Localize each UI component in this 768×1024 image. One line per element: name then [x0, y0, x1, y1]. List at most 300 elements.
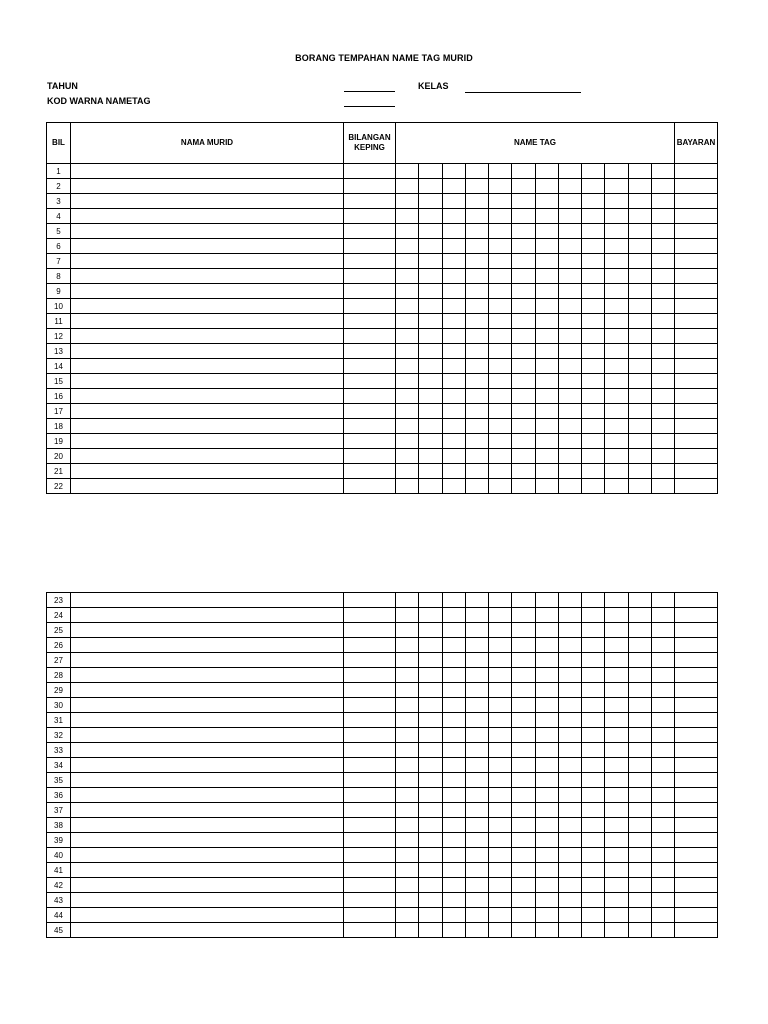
name-tag-cell[interactable]: [651, 653, 674, 668]
name-tag-cell[interactable]: [558, 344, 581, 359]
name-tag-cell[interactable]: [419, 818, 442, 833]
name-tag-cell[interactable]: [558, 788, 581, 803]
name-tag-cell[interactable]: [489, 269, 512, 284]
name-tag-cell[interactable]: [396, 344, 419, 359]
tahun-input-line[interactable]: [344, 91, 395, 92]
bayaran-cell[interactable]: [675, 923, 718, 938]
name-tag-cell[interactable]: [489, 638, 512, 653]
name-tag-cell[interactable]: [582, 179, 605, 194]
name-tag-cell[interactable]: [582, 593, 605, 608]
name-tag-cell[interactable]: [605, 224, 628, 239]
bilangan-keping-cell[interactable]: [344, 863, 396, 878]
nama-murid-cell[interactable]: [71, 773, 344, 788]
name-tag-cell[interactable]: [582, 923, 605, 938]
name-tag-cell[interactable]: [651, 299, 674, 314]
name-tag-cell[interactable]: [442, 449, 465, 464]
name-tag-cell[interactable]: [465, 269, 488, 284]
name-tag-cell[interactable]: [419, 653, 442, 668]
name-tag-cell[interactable]: [442, 179, 465, 194]
nama-murid-cell[interactable]: [71, 803, 344, 818]
name-tag-cell[interactable]: [442, 788, 465, 803]
name-tag-cell[interactable]: [465, 818, 488, 833]
name-tag-cell[interactable]: [651, 314, 674, 329]
name-tag-cell[interactable]: [628, 299, 651, 314]
name-tag-cell[interactable]: [489, 743, 512, 758]
name-tag-cell[interactable]: [605, 284, 628, 299]
name-tag-cell[interactable]: [465, 653, 488, 668]
bilangan-keping-cell[interactable]: [344, 344, 396, 359]
bilangan-keping-cell[interactable]: [344, 314, 396, 329]
name-tag-cell[interactable]: [605, 893, 628, 908]
name-tag-cell[interactable]: [465, 683, 488, 698]
name-tag-cell[interactable]: [558, 224, 581, 239]
name-tag-cell[interactable]: [651, 419, 674, 434]
bayaran-cell[interactable]: [675, 209, 718, 224]
name-tag-cell[interactable]: [489, 344, 512, 359]
name-tag-cell[interactable]: [605, 434, 628, 449]
name-tag-cell[interactable]: [442, 803, 465, 818]
nama-murid-cell[interactable]: [71, 788, 344, 803]
nama-murid-cell[interactable]: [71, 179, 344, 194]
name-tag-cell[interactable]: [605, 803, 628, 818]
name-tag-cell[interactable]: [651, 239, 674, 254]
name-tag-cell[interactable]: [512, 464, 535, 479]
name-tag-cell[interactable]: [419, 698, 442, 713]
name-tag-cell[interactable]: [396, 668, 419, 683]
name-tag-cell[interactable]: [535, 728, 558, 743]
name-tag-cell[interactable]: [465, 449, 488, 464]
name-tag-cell[interactable]: [465, 728, 488, 743]
name-tag-cell[interactable]: [558, 209, 581, 224]
name-tag-cell[interactable]: [489, 848, 512, 863]
nama-murid-cell[interactable]: [71, 479, 344, 494]
name-tag-cell[interactable]: [396, 593, 419, 608]
name-tag-cell[interactable]: [442, 653, 465, 668]
name-tag-cell[interactable]: [558, 419, 581, 434]
name-tag-cell[interactable]: [489, 464, 512, 479]
nama-murid-cell[interactable]: [71, 344, 344, 359]
nama-murid-cell[interactable]: [71, 314, 344, 329]
name-tag-cell[interactable]: [489, 728, 512, 743]
name-tag-cell[interactable]: [419, 224, 442, 239]
name-tag-cell[interactable]: [628, 773, 651, 788]
name-tag-cell[interactable]: [396, 863, 419, 878]
name-tag-cell[interactable]: [419, 359, 442, 374]
name-tag-cell[interactable]: [512, 389, 535, 404]
name-tag-cell[interactable]: [651, 728, 674, 743]
bayaran-cell[interactable]: [675, 404, 718, 419]
name-tag-cell[interactable]: [535, 179, 558, 194]
name-tag-cell[interactable]: [582, 908, 605, 923]
name-tag-cell[interactable]: [512, 638, 535, 653]
bayaran-cell[interactable]: [675, 194, 718, 209]
name-tag-cell[interactable]: [535, 194, 558, 209]
name-tag-cell[interactable]: [558, 479, 581, 494]
name-tag-cell[interactable]: [489, 209, 512, 224]
name-tag-cell[interactable]: [419, 773, 442, 788]
name-tag-cell[interactable]: [419, 194, 442, 209]
name-tag-cell[interactable]: [558, 269, 581, 284]
name-tag-cell[interactable]: [628, 164, 651, 179]
nama-murid-cell[interactable]: [71, 593, 344, 608]
name-tag-cell[interactable]: [419, 254, 442, 269]
name-tag-cell[interactable]: [396, 239, 419, 254]
name-tag-cell[interactable]: [651, 863, 674, 878]
name-tag-cell[interactable]: [558, 863, 581, 878]
name-tag-cell[interactable]: [489, 863, 512, 878]
name-tag-cell[interactable]: [605, 329, 628, 344]
nama-murid-cell[interactable]: [71, 623, 344, 638]
name-tag-cell[interactable]: [419, 374, 442, 389]
name-tag-cell[interactable]: [512, 878, 535, 893]
name-tag-cell[interactable]: [489, 359, 512, 374]
name-tag-cell[interactable]: [396, 623, 419, 638]
name-tag-cell[interactable]: [465, 713, 488, 728]
name-tag-cell[interactable]: [396, 848, 419, 863]
name-tag-cell[interactable]: [512, 848, 535, 863]
name-tag-cell[interactable]: [465, 299, 488, 314]
name-tag-cell[interactable]: [512, 179, 535, 194]
name-tag-cell[interactable]: [558, 164, 581, 179]
name-tag-cell[interactable]: [558, 923, 581, 938]
bilangan-keping-cell[interactable]: [344, 773, 396, 788]
name-tag-cell[interactable]: [489, 623, 512, 638]
name-tag-cell[interactable]: [628, 404, 651, 419]
bilangan-keping-cell[interactable]: [344, 164, 396, 179]
name-tag-cell[interactable]: [628, 878, 651, 893]
bilangan-keping-cell[interactable]: [344, 878, 396, 893]
bayaran-cell[interactable]: [675, 668, 718, 683]
name-tag-cell[interactable]: [535, 803, 558, 818]
name-tag-cell[interactable]: [582, 254, 605, 269]
name-tag-cell[interactable]: [558, 818, 581, 833]
nama-murid-cell[interactable]: [71, 758, 344, 773]
name-tag-cell[interactable]: [628, 464, 651, 479]
name-tag-cell[interactable]: [442, 419, 465, 434]
name-tag-cell[interactable]: [628, 593, 651, 608]
name-tag-cell[interactable]: [396, 194, 419, 209]
bayaran-cell[interactable]: [675, 239, 718, 254]
name-tag-cell[interactable]: [558, 893, 581, 908]
name-tag-cell[interactable]: [582, 803, 605, 818]
name-tag-cell[interactable]: [396, 299, 419, 314]
name-tag-cell[interactable]: [419, 479, 442, 494]
name-tag-cell[interactable]: [489, 803, 512, 818]
bilangan-keping-cell[interactable]: [344, 638, 396, 653]
name-tag-cell[interactable]: [465, 374, 488, 389]
name-tag-cell[interactable]: [558, 803, 581, 818]
nama-murid-cell[interactable]: [71, 209, 344, 224]
name-tag-cell[interactable]: [442, 683, 465, 698]
name-tag-cell[interactable]: [419, 314, 442, 329]
bayaran-cell[interactable]: [675, 623, 718, 638]
nama-murid-cell[interactable]: [71, 743, 344, 758]
name-tag-cell[interactable]: [419, 623, 442, 638]
name-tag-cell[interactable]: [605, 878, 628, 893]
name-tag-cell[interactable]: [628, 419, 651, 434]
name-tag-cell[interactable]: [419, 713, 442, 728]
name-tag-cell[interactable]: [512, 608, 535, 623]
name-tag-cell[interactable]: [465, 623, 488, 638]
name-tag-cell[interactable]: [628, 908, 651, 923]
name-tag-cell[interactable]: [396, 833, 419, 848]
name-tag-cell[interactable]: [442, 254, 465, 269]
name-tag-cell[interactable]: [605, 254, 628, 269]
name-tag-cell[interactable]: [419, 269, 442, 284]
name-tag-cell[interactable]: [628, 623, 651, 638]
kod-warna-input-line[interactable]: [344, 106, 395, 107]
name-tag-cell[interactable]: [628, 608, 651, 623]
name-tag-cell[interactable]: [651, 449, 674, 464]
name-tag-cell[interactable]: [558, 299, 581, 314]
name-tag-cell[interactable]: [489, 179, 512, 194]
name-tag-cell[interactable]: [396, 419, 419, 434]
name-tag-cell[interactable]: [651, 608, 674, 623]
name-tag-cell[interactable]: [558, 878, 581, 893]
bilangan-keping-cell[interactable]: [344, 743, 396, 758]
name-tag-cell[interactable]: [535, 464, 558, 479]
name-tag-cell[interactable]: [419, 668, 442, 683]
name-tag-cell[interactable]: [442, 329, 465, 344]
name-tag-cell[interactable]: [628, 863, 651, 878]
name-tag-cell[interactable]: [442, 728, 465, 743]
nama-murid-cell[interactable]: [71, 668, 344, 683]
name-tag-cell[interactable]: [628, 269, 651, 284]
name-tag-cell[interactable]: [582, 743, 605, 758]
name-tag-cell[interactable]: [419, 833, 442, 848]
name-tag-cell[interactable]: [651, 593, 674, 608]
name-tag-cell[interactable]: [535, 593, 558, 608]
name-tag-cell[interactable]: [442, 314, 465, 329]
name-tag-cell[interactable]: [442, 434, 465, 449]
bilangan-keping-cell[interactable]: [344, 683, 396, 698]
name-tag-cell[interactable]: [442, 224, 465, 239]
name-tag-cell[interactable]: [582, 434, 605, 449]
name-tag-cell[interactable]: [582, 224, 605, 239]
name-tag-cell[interactable]: [512, 593, 535, 608]
name-tag-cell[interactable]: [442, 389, 465, 404]
bayaran-cell[interactable]: [675, 464, 718, 479]
name-tag-cell[interactable]: [512, 449, 535, 464]
name-tag-cell[interactable]: [651, 773, 674, 788]
name-tag-cell[interactable]: [651, 683, 674, 698]
name-tag-cell[interactable]: [535, 434, 558, 449]
name-tag-cell[interactable]: [651, 479, 674, 494]
name-tag-cell[interactable]: [535, 374, 558, 389]
name-tag-cell[interactable]: [651, 389, 674, 404]
bilangan-keping-cell[interactable]: [344, 269, 396, 284]
bayaran-cell[interactable]: [675, 653, 718, 668]
name-tag-cell[interactable]: [419, 464, 442, 479]
name-tag-cell[interactable]: [558, 404, 581, 419]
name-tag-cell[interactable]: [442, 908, 465, 923]
name-tag-cell[interactable]: [465, 848, 488, 863]
name-tag-cell[interactable]: [558, 773, 581, 788]
name-tag-cell[interactable]: [442, 863, 465, 878]
name-tag-cell[interactable]: [582, 404, 605, 419]
bayaran-cell[interactable]: [675, 878, 718, 893]
name-tag-cell[interactable]: [558, 464, 581, 479]
name-tag-cell[interactable]: [558, 389, 581, 404]
kelas-input-line[interactable]: [465, 92, 581, 93]
name-tag-cell[interactable]: [651, 329, 674, 344]
name-tag-cell[interactable]: [419, 239, 442, 254]
bilangan-keping-cell[interactable]: [344, 419, 396, 434]
name-tag-cell[interactable]: [465, 878, 488, 893]
name-tag-cell[interactable]: [558, 623, 581, 638]
bayaran-cell[interactable]: [675, 314, 718, 329]
name-tag-cell[interactable]: [605, 743, 628, 758]
name-tag-cell[interactable]: [605, 668, 628, 683]
name-tag-cell[interactable]: [489, 758, 512, 773]
name-tag-cell[interactable]: [419, 908, 442, 923]
name-tag-cell[interactable]: [605, 593, 628, 608]
name-tag-cell[interactable]: [605, 449, 628, 464]
name-tag-cell[interactable]: [396, 923, 419, 938]
name-tag-cell[interactable]: [651, 818, 674, 833]
name-tag-cell[interactable]: [442, 623, 465, 638]
name-tag-cell[interactable]: [465, 758, 488, 773]
name-tag-cell[interactable]: [558, 638, 581, 653]
name-tag-cell[interactable]: [651, 908, 674, 923]
name-tag-cell[interactable]: [512, 923, 535, 938]
name-tag-cell[interactable]: [535, 479, 558, 494]
nama-murid-cell[interactable]: [71, 434, 344, 449]
name-tag-cell[interactable]: [396, 464, 419, 479]
name-tag-cell[interactable]: [582, 728, 605, 743]
name-tag-cell[interactable]: [651, 344, 674, 359]
name-tag-cell[interactable]: [605, 728, 628, 743]
name-tag-cell[interactable]: [419, 878, 442, 893]
name-tag-cell[interactable]: [489, 434, 512, 449]
name-tag-cell[interactable]: [442, 878, 465, 893]
name-tag-cell[interactable]: [442, 464, 465, 479]
name-tag-cell[interactable]: [535, 299, 558, 314]
name-tag-cell[interactable]: [512, 404, 535, 419]
name-tag-cell[interactable]: [512, 194, 535, 209]
name-tag-cell[interactable]: [512, 479, 535, 494]
name-tag-cell[interactable]: [512, 743, 535, 758]
bayaran-cell[interactable]: [675, 758, 718, 773]
name-tag-cell[interactable]: [489, 419, 512, 434]
name-tag-cell[interactable]: [419, 389, 442, 404]
name-tag-cell[interactable]: [419, 209, 442, 224]
name-tag-cell[interactable]: [628, 698, 651, 713]
bayaran-cell[interactable]: [675, 743, 718, 758]
bayaran-cell[interactable]: [675, 344, 718, 359]
bilangan-keping-cell[interactable]: [344, 224, 396, 239]
nama-murid-cell[interactable]: [71, 638, 344, 653]
name-tag-cell[interactable]: [512, 344, 535, 359]
name-tag-cell[interactable]: [651, 923, 674, 938]
bilangan-keping-cell[interactable]: [344, 623, 396, 638]
name-tag-cell[interactable]: [535, 608, 558, 623]
name-tag-cell[interactable]: [605, 788, 628, 803]
name-tag-cell[interactable]: [465, 284, 488, 299]
name-tag-cell[interactable]: [512, 788, 535, 803]
name-tag-cell[interactable]: [419, 848, 442, 863]
name-tag-cell[interactable]: [605, 638, 628, 653]
name-tag-cell[interactable]: [512, 419, 535, 434]
name-tag-cell[interactable]: [628, 359, 651, 374]
name-tag-cell[interactable]: [535, 743, 558, 758]
name-tag-cell[interactable]: [465, 194, 488, 209]
name-tag-cell[interactable]: [628, 923, 651, 938]
nama-murid-cell[interactable]: [71, 359, 344, 374]
nama-murid-cell[interactable]: [71, 194, 344, 209]
name-tag-cell[interactable]: [605, 344, 628, 359]
name-tag-cell[interactable]: [605, 923, 628, 938]
nama-murid-cell[interactable]: [71, 728, 344, 743]
name-tag-cell[interactable]: [512, 833, 535, 848]
name-tag-cell[interactable]: [442, 698, 465, 713]
name-tag-cell[interactable]: [465, 923, 488, 938]
name-tag-cell[interactable]: [651, 788, 674, 803]
name-tag-cell[interactable]: [535, 773, 558, 788]
name-tag-cell[interactable]: [396, 818, 419, 833]
name-tag-cell[interactable]: [489, 668, 512, 683]
name-tag-cell[interactable]: [396, 698, 419, 713]
bilangan-keping-cell[interactable]: [344, 728, 396, 743]
name-tag-cell[interactable]: [489, 698, 512, 713]
name-tag-cell[interactable]: [465, 788, 488, 803]
name-tag-cell[interactable]: [605, 683, 628, 698]
name-tag-cell[interactable]: [605, 239, 628, 254]
name-tag-cell[interactable]: [628, 728, 651, 743]
name-tag-cell[interactable]: [628, 713, 651, 728]
bayaran-cell[interactable]: [675, 224, 718, 239]
name-tag-cell[interactable]: [512, 314, 535, 329]
name-tag-cell[interactable]: [396, 878, 419, 893]
name-tag-cell[interactable]: [419, 449, 442, 464]
name-tag-cell[interactable]: [419, 743, 442, 758]
nama-murid-cell[interactable]: [71, 848, 344, 863]
name-tag-cell[interactable]: [396, 434, 419, 449]
name-tag-cell[interactable]: [605, 359, 628, 374]
name-tag-cell[interactable]: [558, 653, 581, 668]
nama-murid-cell[interactable]: [71, 254, 344, 269]
name-tag-cell[interactable]: [442, 299, 465, 314]
name-tag-cell[interactable]: [419, 728, 442, 743]
name-tag-cell[interactable]: [535, 683, 558, 698]
name-tag-cell[interactable]: [582, 668, 605, 683]
name-tag-cell[interactable]: [442, 713, 465, 728]
name-tag-cell[interactable]: [582, 329, 605, 344]
name-tag-cell[interactable]: [465, 389, 488, 404]
bayaran-cell[interactable]: [675, 803, 718, 818]
name-tag-cell[interactable]: [582, 449, 605, 464]
name-tag-cell[interactable]: [512, 683, 535, 698]
bayaran-cell[interactable]: [675, 419, 718, 434]
name-tag-cell[interactable]: [558, 593, 581, 608]
bayaran-cell[interactable]: [675, 359, 718, 374]
name-tag-cell[interactable]: [628, 374, 651, 389]
name-tag-cell[interactable]: [582, 314, 605, 329]
name-tag-cell[interactable]: [512, 713, 535, 728]
name-tag-cell[interactable]: [419, 284, 442, 299]
nama-murid-cell[interactable]: [71, 374, 344, 389]
name-tag-cell[interactable]: [465, 608, 488, 623]
bilangan-keping-cell[interactable]: [344, 194, 396, 209]
name-tag-cell[interactable]: [558, 608, 581, 623]
name-tag-cell[interactable]: [442, 608, 465, 623]
name-tag-cell[interactable]: [628, 224, 651, 239]
name-tag-cell[interactable]: [605, 773, 628, 788]
name-tag-cell[interactable]: [605, 269, 628, 284]
name-tag-cell[interactable]: [419, 299, 442, 314]
bayaran-cell[interactable]: [675, 908, 718, 923]
name-tag-cell[interactable]: [535, 254, 558, 269]
